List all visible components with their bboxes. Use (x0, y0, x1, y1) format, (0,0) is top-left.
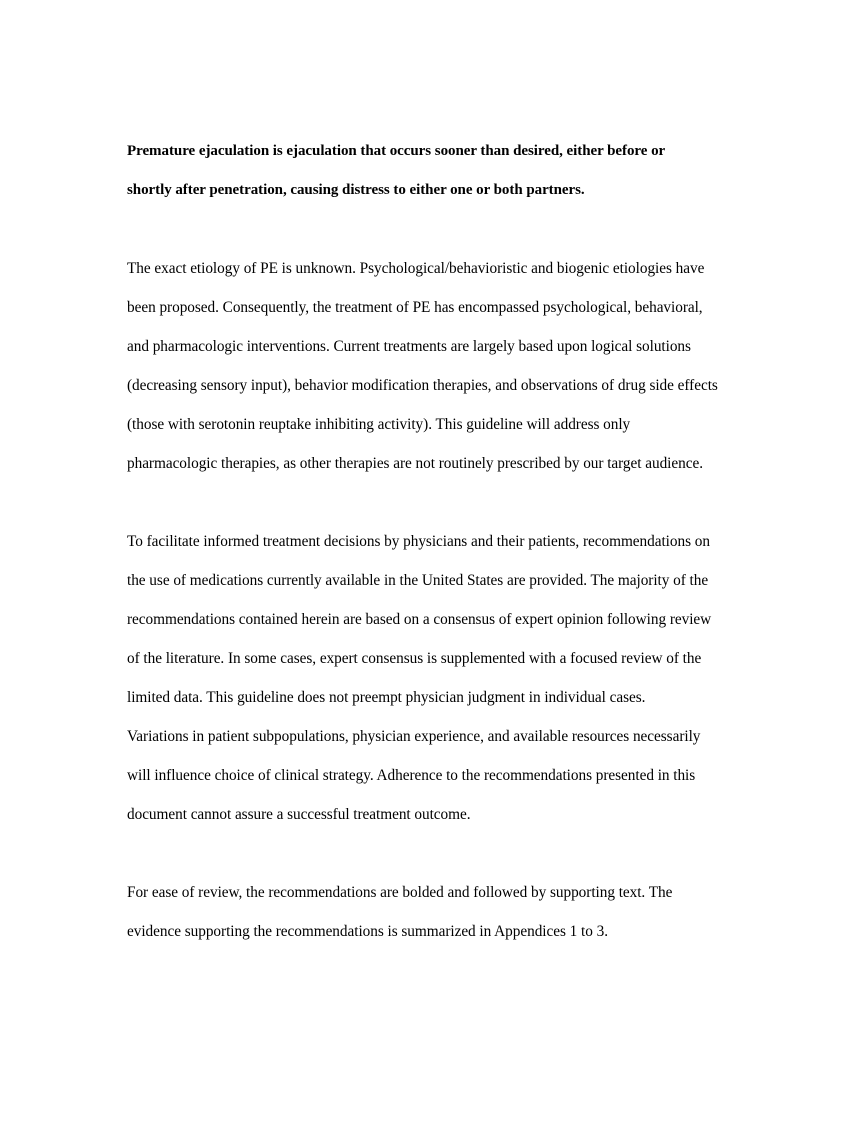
review-format-paragraph (127, 873, 799, 951)
text-line: For ease of review, the recommendations are bolded and followed by supporting text. The (127, 884, 673, 901)
text-line: Variations in patient subpopulations, physician experience, and available resources necessarily (127, 728, 701, 745)
document-body (127, 132, 799, 990)
text-line: been proposed. Consequently, the treatment of PE has encompassed psychological, behavioral, (127, 299, 703, 316)
text-line: the use of medications currently available in the United States are provided. The majority of the (127, 572, 709, 589)
text-line: shortly after penetration, causing distress to either one or both partners. (127, 182, 585, 198)
text-line: will influence choice of clinical strategy. Adherence to the recommendations presented in this (127, 767, 696, 784)
text-line: of the literature. In some cases, expert consensus is supplemented with a focused review of the (127, 650, 702, 667)
text-line: pharmacologic therapies, as other therapies are not routinely prescribed by our target audience. (127, 455, 703, 472)
text-line: Premature ejaculation is ejaculation that occurs sooner than desired, either before or (127, 143, 666, 159)
etiology-paragraph (127, 249, 799, 483)
text-line: To facilitate informed treatment decisions by physicians and their patients, recommendations on (127, 533, 710, 550)
text-line: limited data. This guideline does not preempt physician judgment in individual cases. (127, 689, 646, 706)
text-line: The exact etiology of PE is unknown. Psychological/behavioristic and biogenic etiologies have (127, 260, 705, 277)
text-line: document cannot assure a successful treatment outcome. (127, 806, 471, 823)
definition-paragraph (127, 132, 799, 210)
recommendations-scope-paragraph (127, 522, 799, 834)
text-line: (those with serotonin reuptake inhibiting activity). This guideline will address only (127, 416, 631, 433)
text-line: (decreasing sensory input), behavior modification therapies, and observations of drug side effects (127, 377, 718, 394)
text-line: and pharmacologic interventions. Current treatments are largely based upon logical solutions (127, 338, 691, 355)
text-line: evidence supporting the recommendations is summarized in Appendices 1 to 3. (127, 923, 608, 940)
text-line: recommendations contained herein are based on a consensus of expert opinion following review (127, 611, 712, 628)
